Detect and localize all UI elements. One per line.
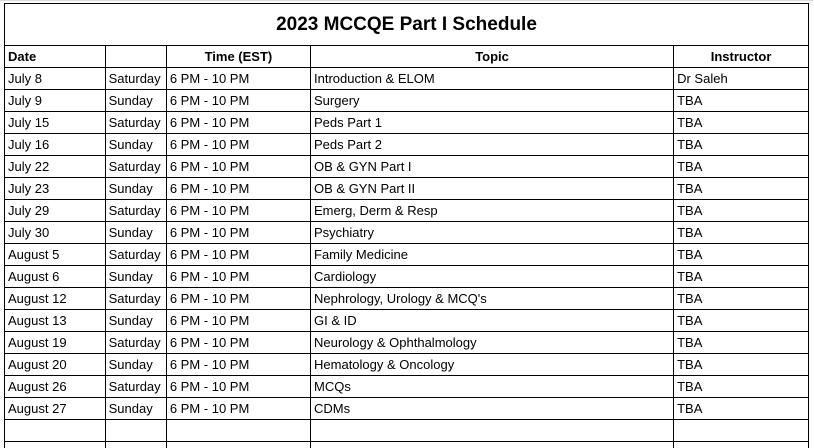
schedule-title[interactable]: 2023 MCCQE Part I Schedule: [5, 4, 809, 46]
empty-cell[interactable]: [105, 420, 166, 442]
cell-day[interactable]: Sunday: [105, 134, 166, 156]
cell-day[interactable]: Sunday: [105, 90, 166, 112]
cell-instructor[interactable]: TBA: [674, 398, 809, 420]
cell-time[interactable]: 6 PM - 10 PM: [166, 244, 310, 266]
cell-time[interactable]: 6 PM - 10 PM: [166, 398, 310, 420]
cell-time[interactable]: 6 PM - 10 PM: [166, 354, 310, 376]
cell-time[interactable]: 6 PM - 10 PM: [166, 376, 310, 398]
cell-time[interactable]: 6 PM - 10 PM: [166, 134, 310, 156]
cell-instructor[interactable]: TBA: [674, 310, 809, 332]
cell-time[interactable]: 6 PM - 10 PM: [166, 90, 310, 112]
cell-time[interactable]: 6 PM - 10 PM: [166, 112, 310, 134]
empty-row: [5, 420, 809, 442]
cell-date[interactable]: August 5: [5, 244, 106, 266]
cell-topic[interactable]: Peds Part 2: [311, 134, 674, 156]
table-row: [5, 68, 809, 90]
cell-instructor[interactable]: TBA: [674, 288, 809, 310]
header-row: [5, 46, 809, 68]
cell-day[interactable]: Sunday: [105, 354, 166, 376]
cell-topic[interactable]: Emerg, Derm & Resp: [311, 200, 674, 222]
cell-date[interactable]: August 27: [5, 398, 106, 420]
table-row: [5, 266, 809, 288]
cell-instructor[interactable]: TBA: [674, 178, 809, 200]
cell-day[interactable]: Saturday: [105, 244, 166, 266]
cell-date[interactable]: July 30: [5, 222, 106, 244]
cell-day[interactable]: Sunday: [105, 178, 166, 200]
table-row: [5, 156, 809, 178]
cell-day[interactable]: Saturday: [105, 288, 166, 310]
cell-day[interactable]: Saturday: [105, 156, 166, 178]
cell-day[interactable]: Sunday: [105, 310, 166, 332]
cell-date[interactable]: August 6: [5, 266, 106, 288]
header-instructor[interactable]: Instructor: [674, 46, 809, 68]
cell-topic[interactable]: Family Medicine: [311, 244, 674, 266]
cell-date[interactable]: August 13: [5, 310, 106, 332]
table-row: [5, 288, 809, 310]
cell-instructor[interactable]: TBA: [674, 134, 809, 156]
table-row: [5, 310, 809, 332]
cell-day[interactable]: Sunday: [105, 266, 166, 288]
empty-cell[interactable]: [674, 420, 809, 442]
cell-day[interactable]: Saturday: [105, 332, 166, 354]
cell-instructor[interactable]: TBA: [674, 90, 809, 112]
table-row: [5, 178, 809, 200]
cell-time[interactable]: 6 PM - 10 PM: [166, 156, 310, 178]
empty-cell[interactable]: [311, 420, 674, 442]
header-day[interactable]: [105, 46, 166, 68]
header-topic[interactable]: Topic: [311, 46, 674, 68]
cell-date[interactable]: August 20: [5, 354, 106, 376]
cell-topic[interactable]: Hematology & Oncology: [311, 354, 674, 376]
cell-instructor[interactable]: TBA: [674, 200, 809, 222]
cell-topic[interactable]: Nephrology, Urology & MCQ's: [311, 288, 674, 310]
cell-topic[interactable]: Psychiatry: [311, 222, 674, 244]
cell-date[interactable]: July 16: [5, 134, 106, 156]
cell-day[interactable]: Saturday: [105, 376, 166, 398]
cell-instructor[interactable]: TBA: [674, 354, 809, 376]
cell-topic[interactable]: Introduction & ELOM: [311, 68, 674, 90]
cell-instructor[interactable]: TBA: [674, 266, 809, 288]
cell-date[interactable]: August 26: [5, 376, 106, 398]
table-row: [5, 200, 809, 222]
cell-date[interactable]: July 15: [5, 112, 106, 134]
cell-topic[interactable]: OB & GYN Part II: [311, 178, 674, 200]
table-row: [5, 376, 809, 398]
cell-topic[interactable]: Surgery: [311, 90, 674, 112]
cell-time[interactable]: 6 PM - 10 PM: [166, 266, 310, 288]
cell-date[interactable]: July 23: [5, 178, 106, 200]
table-row: [5, 398, 809, 420]
cell-day[interactable]: Sunday: [105, 222, 166, 244]
cell-date[interactable]: July 22: [5, 156, 106, 178]
cell-time[interactable]: 6 PM - 10 PM: [166, 200, 310, 222]
cell-topic[interactable]: Cardiology: [311, 266, 674, 288]
table-row: [5, 134, 809, 156]
cell-time[interactable]: 6 PM - 10 PM: [166, 68, 310, 90]
cell-day[interactable]: Saturday: [105, 68, 166, 90]
cell-time[interactable]: 6 PM - 10 PM: [166, 178, 310, 200]
cell-topic[interactable]: Peds Part 1: [311, 112, 674, 134]
cell-date[interactable]: July 8: [5, 68, 106, 90]
cell-time[interactable]: 6 PM - 10 PM: [166, 288, 310, 310]
cell-instructor[interactable]: TBA: [674, 112, 809, 134]
cell-topic[interactable]: OB & GYN Part I: [311, 156, 674, 178]
cell-date[interactable]: August 19: [5, 332, 106, 354]
table-row: [5, 222, 809, 244]
header-time[interactable]: Time (EST): [166, 46, 310, 68]
cell-date[interactable]: July 29: [5, 200, 106, 222]
table-row: [5, 354, 809, 376]
table-row: [5, 90, 809, 112]
schedule-sheet: [4, 3, 809, 448]
header-date[interactable]: Date: [5, 46, 106, 68]
cell-topic[interactable]: MCQs: [311, 376, 674, 398]
cell-topic[interactable]: CDMs: [311, 398, 674, 420]
cell-date[interactable]: July 9: [5, 90, 106, 112]
table-row: [5, 244, 809, 266]
cell-time[interactable]: 6 PM - 10 PM: [166, 332, 310, 354]
cell-instructor[interactable]: TBA: [674, 376, 809, 398]
cell-topic[interactable]: Neurology & Ophthalmology: [311, 332, 674, 354]
empty-cell[interactable]: [5, 420, 106, 442]
top-gridline: [0, 0, 814, 1]
table-row: [5, 332, 809, 354]
empty-cell[interactable]: [166, 420, 310, 442]
cell-day[interactable]: Sunday: [105, 398, 166, 420]
cell-instructor[interactable]: TBA: [674, 222, 809, 244]
cell-instructor[interactable]: TBA: [674, 244, 809, 266]
cell-time[interactable]: 6 PM - 10 PM: [166, 222, 310, 244]
table-row: [5, 112, 809, 134]
cell-day[interactable]: Saturday: [105, 112, 166, 134]
cell-instructor[interactable]: TBA: [674, 332, 809, 354]
cell-day[interactable]: Saturday: [105, 200, 166, 222]
cell-date[interactable]: August 12: [5, 288, 106, 310]
cell-topic[interactable]: GI & ID: [311, 310, 674, 332]
title-row: [5, 4, 809, 46]
cell-instructor[interactable]: Dr Saleh: [674, 68, 809, 90]
schedule-table: [4, 3, 809, 448]
cell-time[interactable]: 6 PM - 10 PM: [166, 310, 310, 332]
cell-instructor[interactable]: TBA: [674, 156, 809, 178]
